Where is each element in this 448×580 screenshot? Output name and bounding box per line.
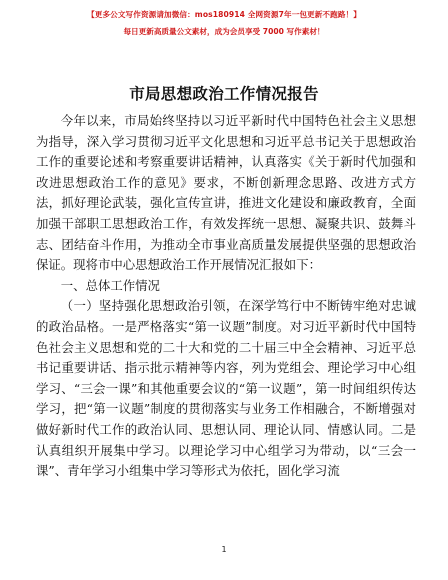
promo-banner-line1: 【更多公文写作资源请加微信：mos180914 全网资源7年一包更新不跑路！】 (87, 10, 361, 19)
document-title: 市局思想政治工作情况报告 (129, 85, 319, 103)
section-heading: 一、总体工作情况 (60, 277, 160, 293)
promo-banner-line2: 每日更新高质量公文素材，成为会员享受 7000 写作素材！ (123, 27, 325, 36)
intro-paragraph: 今年以来，市局始终坚持以习近平新时代中国特色社会主义思想为指导，深入学习贯彻习近平文化思想和习近平总书记关于思想政治工作的重要论述和考察重要讲话精神，认真落实《关于新时代加强和改进思想政治工作的意见》要求，不断创新理念思路、改进方式方法，抓好理论武装，强化宣传宣讲，推进文化建设和廉政教育，全面加强干部职工思想政治工作，有效发挥统一思想、凝聚共识、鼓舞斗志、团结奋斗作用，为推动全市事业高质量发展提供坚强的思想政治保证。现将市中心思想政治工作开展情况汇报如下： (36, 113, 416, 273)
subsection-heading: （一）坚持强化思想政治引领，在深学笃行中不断铸牢绝对忠诚的政治品格。 (36, 298, 416, 334)
promo-banner (0, 8, 448, 39)
page-number: 1 (221, 545, 227, 554)
subsection-paragraph (36, 296, 416, 481)
document-body (36, 111, 416, 482)
subsection-body: 一是严格落实“第一议题”制度。对习近平新时代中国特色社会主义思想和党的二十大和党的二十届三中全会精神、习近平总书记重要讲话、指示批示精神等内容，列为党组会、理论学习中心组学习、“三会一课”和其他重要会议的“第一议题”，第一时间组织传达学习，把“第一议题”制度的贯彻落实与业务工作相融合，不断增强对做好新时代工作的政治认同、思想认同、理论认同、情感认同。二是认真组织开展集中学习。以理论学习中心组学习为带动，以“三会一课”、青年学习小组集中学习等形式为依托，固化学习流 (36, 318, 417, 479)
